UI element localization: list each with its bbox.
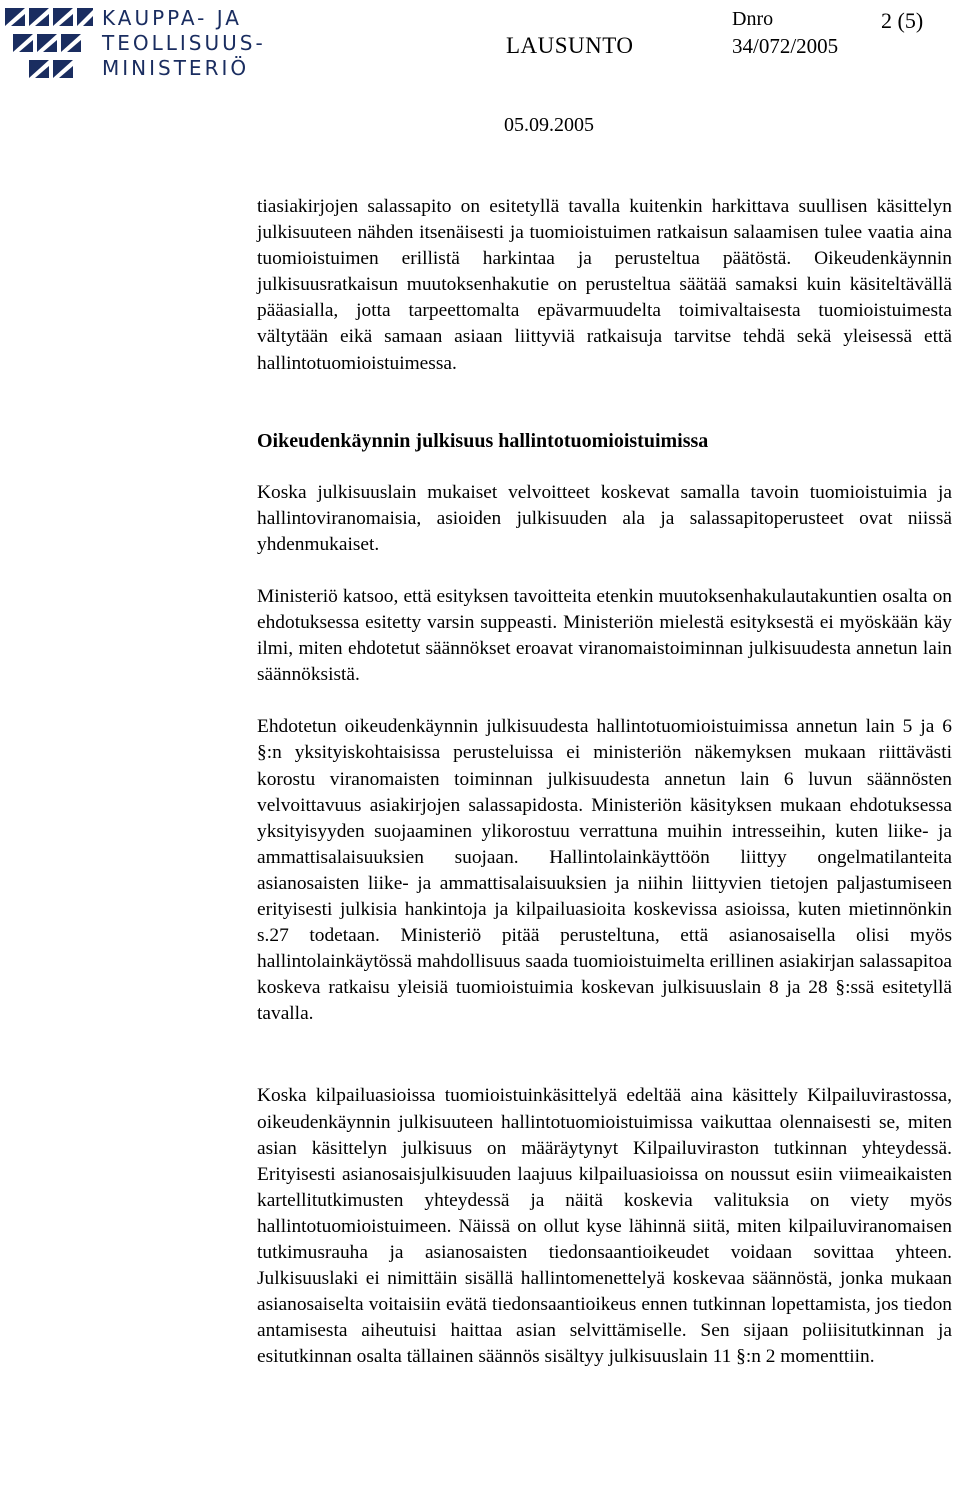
ministry-logo <box>3 6 303 88</box>
document-date: 05.09.2005 <box>504 114 594 136</box>
dnro-label: Dnro <box>732 8 774 30</box>
ministry-name <box>102 6 266 81</box>
ministry-emblem-icon <box>3 6 95 82</box>
ministry-name-line-1: KAUPPA- JA <box>102 6 242 30</box>
paragraph-3: Ministeriö katsoo, että esityksen tavoitteita etenkin muutoksenhakulautakuntien osalta on ehdotuksessa esitetty varsin suppeasti. Ministeriön mielestä esityksestä ei myöskään käy ilmi, miten ehdotetut säännökset eroavat viranomaistoiminnan julkisuudesta annetun lain säännöksistä. <box>257 585 952 686</box>
section-heading: Oikeudenkäynnin julkisuus hallintotuomioistuimissa <box>257 429 709 452</box>
paragraph-5: Koska kilpailuasioissa tuomioistuinkäsittelyä edeltää aina käsittely Kilpailuvirastossa, oikeudenkäynnin julkisuuteen hallintotuomioistuimissa vaikuttaa olennaisesti se, miten asian käsittelyn julkisuus on määräytynyt Kilpailuviraston tutkinnan yhteydessä. Erityisesti asianosaisjulkisuuden laajuus kilpailuasioissa on noussut esiin viimeaikaisten kartellitutkimusten yhteydessä ja näitä koskevia valituksia on viety myös hallintotuomioistuimeen. Näissä on ollut kyse lähinnä siitä, miten kilpailuviranomaisen tutkimusrauha ja asianosaisten tiedonsaantioikeudet voidaan sovittaa yhteen. Julkisuuslaki ei nimittäin sisällä hallintomenettelyä koskevaa säännöstä, jonka mukaan asianosaiselta voitaisiin evätä tiedonsaantioikeus ennen tutkinnan lopettamista, jos tiedon antamisesta aiheutuisi haittaa asian selvittämiselle. Sen sijaan poliisitutkinnan ja esitutkinnan osalta tällainen säännös sisältyy julkisuuslain 11 §:n 2 momenttiin. <box>257 1085 952 1368</box>
ministry-name-line-3: MINISTERIÖ <box>102 56 250 80</box>
page-number: 2 (5) <box>881 8 924 33</box>
paragraph-4: Ehdotetun oikeudenkäynnin julkisuudesta hallintotuomioistuimissa annetun lain 5 ja 6 §:n yksityiskohtaisissa perusteluissa ei ministeriön näkemyksen mukaan riittävästi korostu viranomaisten toiminnan julkisuudesta annetun lain 6 luvun säännösten velvoittavuus asiakirjojen salassapidosta. Ministeriön käsityksen mukaan ehdotuksessa yksityisyyden suojaaminen ylikorostuu verrattuna muihin intresseihin, kuten liike- ja ammattisalaisuuksien suojaan. Hallintolainkäyttöön liittyy ongelmatilanteita asianosaisten liike- ja ammattisalaisuuksien ja niihin liittyvien tietojen paljastumiseen erityisesti julkisia hankintoja ja kilpailuasioita koskevissa asioissa, kuten mietinnönkin s.27 todetaan. Ministeriö pitää perusteltuna, että asianosaisella olisi myös hallintolainkäytössä mahdollisuus saada tuomioistuimelta erillinen asiakirjan salassapitoa koskeva ratkaisu yleisiä tuomioistuimia koskevan julkisuuslain 8 ja 28 §:ssä esitetyllä tavalla. <box>257 716 952 1025</box>
paragraph-1: tiasiakirjojen salassapito on esitetyllä tavalla kuitenkin harkittava suullisen käsittelyn julkisuuteen nähden itsenäisesti ja tuomioistuimen ratkaisun salaamisen tulee vaatia aina tuomioistuimen erillistä harkintaa ja perusteltua päätöstä. Oikeudenkäynnin julkisuusratkaisun muutoksenhakutie on perusteltua säätää samaksi kuin käsiteltävällä pääasialla, jotta tarpeettomalta epävarmuudelta toimivaltaisesta tuomioistuimesta vältytään eikä samaan asiaan liittyviä ratkaisuja tarvitse tehdä sekä yleisessä että hallintotuomioistuimessa. <box>257 196 952 374</box>
dnro-number: 34/072/2005 <box>732 34 839 58</box>
ministry-name-line-2: TEOLLISUUS- <box>102 31 266 55</box>
paragraph-2: Koska julkisuuslain mukaiset velvoitteet koskevat samalla tavoin tuomioistuimia ja hallintoviranomaisia, asioiden julkisuuden ala ja salassapitoperusteet ovat niissä yhdenmukaiset. <box>257 481 952 555</box>
document-type: LAUSUNTO <box>506 33 634 58</box>
document-body <box>257 194 952 1370</box>
